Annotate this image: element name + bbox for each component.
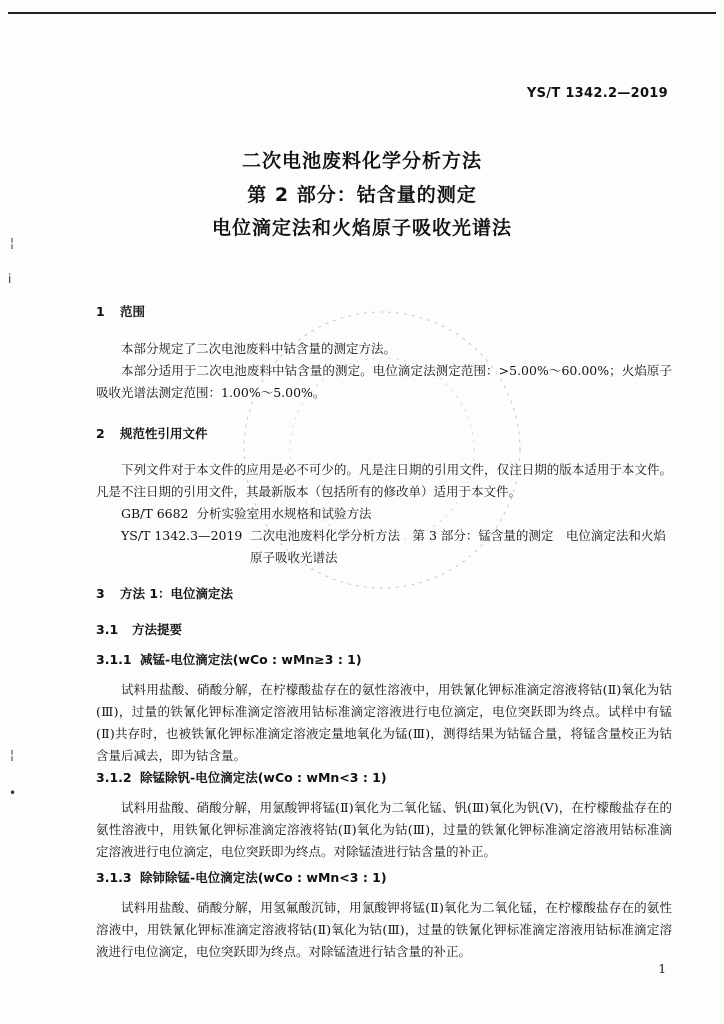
reference-2-title-line-2: 原子吸收光谱法 <box>250 550 338 565</box>
page-number: 1 <box>658 962 666 976</box>
clause-number: 3.1.1 <box>96 652 132 667</box>
clause-title: 除铈除锰-电位滴定法(wCo : wMn<3 : 1) <box>140 870 387 885</box>
clause-3-1-3-text: 试料用盐酸、硝酸分解，用氢氟酸沉铈，用氯酸钾将锰(Ⅱ)氧化为二氧化锰，在柠檬酸盐存在的氨性溶液中，用铁氰化钾标准滴定溶液将钴(Ⅱ)氧化为钴(Ⅲ)，过量的铁氰化钾标准滴定溶液用钴标准滴定溶液进行电位滴定，电位突跃即为终点。对除锰渣进行钴含量的补正。 <box>96 900 672 959</box>
reference-1 <box>121 503 371 525</box>
section-heading-method1 <box>96 584 233 602</box>
clause-title: 除锰除钒-电位滴定法(wCo : wMn<3 : 1) <box>140 770 387 785</box>
section-number: 3 <box>96 586 105 601</box>
clause-heading-3-1-3 <box>96 868 387 886</box>
subsection-title: 方法提要 <box>132 622 183 637</box>
title-line-1: 二次电池废料化学分析方法 <box>241 150 482 172</box>
section-title: 方法 1：电位滴定法 <box>120 586 234 601</box>
section-heading-scope <box>96 302 145 320</box>
section-number: 1 <box>96 304 105 319</box>
clause-3-1-1-text: 试料用盐酸、硝酸分解，在柠檬酸盐存在的氨性溶液中，用铁氰化钾标准滴定溶液将钴(Ⅱ)氧化为钴(Ⅲ)，过量的铁氰化钾标准滴定溶液用钴标准滴定溶液进行电位滴定，电位突跃即为终点。试样中有锰(Ⅱ)共存时，也被铁氰化钾标准滴定溶液定量地氧化为锰(Ⅲ)，测得结果为钴锰合量，将锰含量校正为钴含量后减去，即为钴含量。 <box>96 682 672 763</box>
title-line-3: 电位滴定法和火焰原子吸收光谱法 <box>211 217 512 239</box>
clause-heading-3-1-2 <box>96 768 387 786</box>
reference-code: GB/T 6682 <box>121 506 189 521</box>
clause-number: 3.1.2 <box>96 770 132 785</box>
section-heading-normative <box>96 424 208 442</box>
margin-mark: ⅰ <box>8 272 12 286</box>
subsection-number: 3.1 <box>96 622 119 637</box>
clause-3-1-2-text: 试料用盐酸、硝酸分解，用氯酸钾将锰(Ⅱ)氧化为二氧化锰、钒(Ⅲ)氧化为钒(Ⅴ)，在柠檬酸盐存在的氨性溶液中，用铁氰化钾标准滴定溶液将钴(Ⅱ)氧化为钴(Ⅲ)，过量的铁氰化钾标准滴定溶液用钴标准滴定溶液进行电位滴定，电位突跃即为终点。对除锰渣进行钴含量的补正。 <box>96 800 672 859</box>
clause-title: 减锰-电位滴定法(wCo : wMn≥3 : 1) <box>140 652 362 667</box>
subsection-heading-summary <box>96 620 182 638</box>
section-title: 范围 <box>120 304 146 319</box>
clause-heading-3-1-1 <box>96 650 362 668</box>
section-title: 规范性引用文件 <box>120 426 208 441</box>
margin-mark: ¦ <box>10 748 15 762</box>
margin-mark: • <box>9 786 17 800</box>
normative-paragraph: 下列文件对于本文件的应用是必不可少的。凡是注日期的引用文件，仅注日期的版本适用于本文件。凡是不注日期的引用文件，其最新版本（包括所有的修改单）适用于本文件。 <box>96 462 672 499</box>
margin-mark: ¦ <box>10 236 15 250</box>
section-number: 2 <box>96 426 105 441</box>
standard-code: YS/T 1342.2—2019 <box>526 86 668 101</box>
scope-paragraph-2: 本部分适用于二次电池废料中钴含量的测定。电位滴定法测定范围：>5.00%～60.00%；火焰原子吸收光谱法测定范围：1.00%～5.00%。 <box>96 363 672 400</box>
scope-paragraph-1: 本部分规定了二次电池废料中钴含量的测定方法。 <box>121 341 397 356</box>
title-line-2: 第 2 部分：钴含量的测定 <box>247 184 477 206</box>
reference-title: 分析实验室用水规格和试验方法 <box>196 506 372 521</box>
reference-2-code: YS/T 1342.3—2019 <box>121 528 243 543</box>
reference-2-title-line-1: 二次电池废料化学分析方法 第 3 部分：锰含量的测定 电位滴定法和火焰 <box>250 528 666 543</box>
top-rule <box>8 12 716 14</box>
clause-number: 3.1.3 <box>96 870 132 885</box>
